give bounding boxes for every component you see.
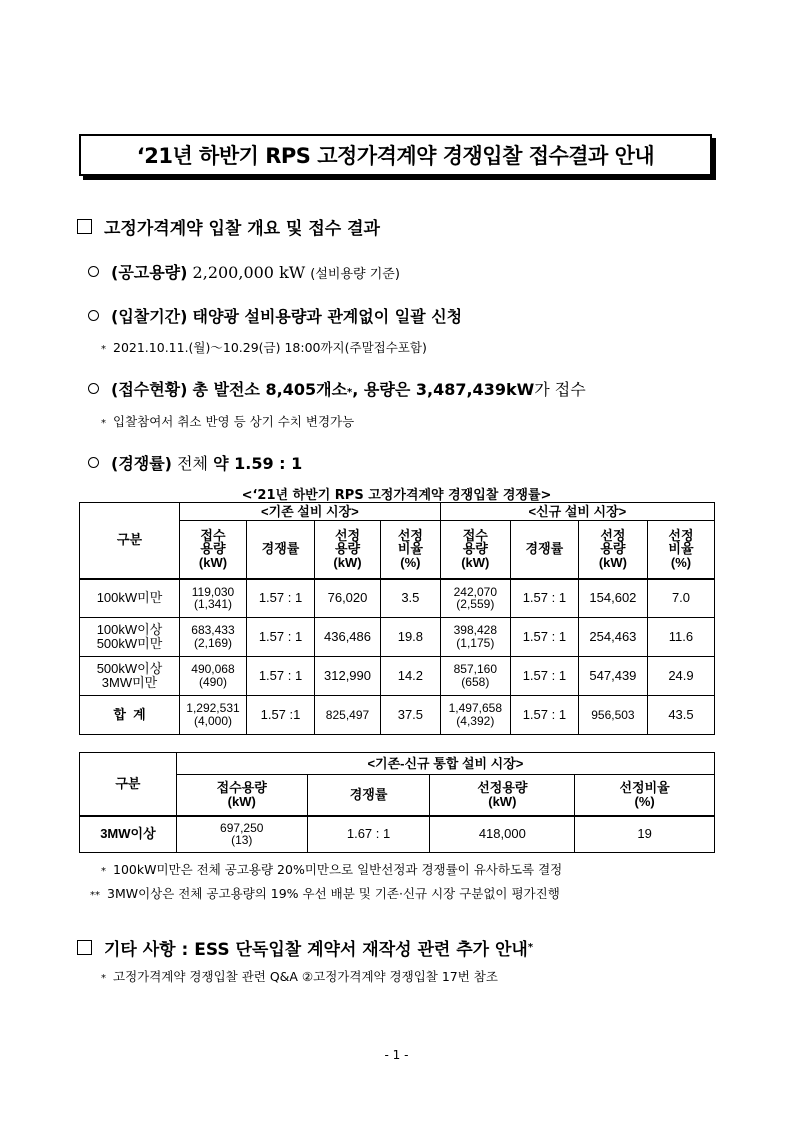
item-period <box>88 304 462 327</box>
item-status-sup: * <box>347 387 353 398</box>
cell-existing-ratio: 3.5 <box>380 579 440 618</box>
cell-existing-ratio: 14.2 <box>380 657 440 696</box>
title-box <box>79 134 712 176</box>
asterisk-icon: * <box>101 418 106 429</box>
cell-existing-selected: 76,020 <box>315 579 381 618</box>
asterisk-icon: * <box>101 866 106 877</box>
item-status-suffix: 가 접수 <box>534 380 586 399</box>
item-status-value-a: 총 발전소 8,405개소 <box>192 380 348 399</box>
asterisk-icon: * <box>101 973 106 984</box>
cell-existing-receipt: 683,433 (2,169) <box>179 618 246 657</box>
table1-col-ratio: 선정 비율 (%) <box>380 521 440 579</box>
cell-selected: 418,000 <box>430 816 575 853</box>
cell-rate: 1.67 : 1 <box>307 816 430 853</box>
cell-existing-receipt: 119,030 (1,341) <box>179 579 246 618</box>
section2-heading <box>77 935 533 960</box>
cell-new-ratio: 7.0 <box>647 579 714 618</box>
square-bullet-icon <box>77 940 92 955</box>
circle-bullet-icon <box>88 310 99 321</box>
row-name: 합 계 <box>80 696 180 735</box>
table1-col-receipt: 접수 용량 (kW) <box>440 521 510 579</box>
table2-col-rate: 경쟁률 <box>307 775 430 816</box>
table-row <box>80 816 715 853</box>
cell-new-receipt: 242,070 (2,559) <box>440 579 510 618</box>
competition-table <box>79 502 715 735</box>
cell-existing-receipt: 490,068 (490) <box>179 657 246 696</box>
table1-caption: <‘21년 하반기 RPS 고정가격계약 경쟁입찰 경쟁률> <box>241 488 552 503</box>
cell-new-rate: 1.57 : 1 <box>510 618 578 657</box>
row-name: 100kW미만 <box>80 579 180 618</box>
cell-new-ratio: 43.5 <box>647 696 714 735</box>
item-rate-value: 약 1.59 : 1 <box>213 454 303 473</box>
item-period-value: 태양광 설비용량과 관계없이 일괄 신청 <box>192 307 463 326</box>
circle-bullet-icon <box>88 266 99 277</box>
table1-col-ratio: 선정 비율 (%) <box>647 521 714 579</box>
table2-corner: 구분 <box>80 753 177 816</box>
cell-new-selected: 547,439 <box>578 657 647 696</box>
circle-bullet-icon <box>88 457 99 468</box>
cell-ratio: 19 <box>575 816 715 853</box>
section1-heading-text: 고정가격계약 입찰 개요 및 접수 결과 <box>104 219 380 239</box>
cell-existing-rate: 1.57 :1 <box>246 696 314 735</box>
item-rate-label: (경쟁률) <box>111 454 172 473</box>
item-status <box>88 377 586 400</box>
section2-note-text: 고정가격계약 경쟁입찰 관련 Q&A ②고정가격계약 경쟁입찰 17번 참조 <box>113 969 498 984</box>
cell-existing-receipt: 1,292,531 (4,000) <box>179 696 246 735</box>
cell-new-selected: 154,602 <box>578 579 647 618</box>
table-row <box>80 618 715 657</box>
cell-existing-rate: 1.57 : 1 <box>246 618 314 657</box>
integrated-market-table <box>79 752 715 853</box>
section2-note <box>101 967 498 985</box>
item-capacity-suffix: (설비용량 기준) <box>310 267 400 282</box>
cell-existing-ratio: 37.5 <box>380 696 440 735</box>
cell-existing-selected: 436,486 <box>315 618 381 657</box>
table2-col-receipt: 접수용량 (kW) <box>176 775 307 816</box>
cell-new-receipt: 398,428 (1,175) <box>440 618 510 657</box>
row-name: 500kW이상 3MW미만 <box>80 657 180 696</box>
square-bullet-icon <box>77 219 92 234</box>
section2-heading-text: 기타 사항 : ESS 단독입찰 계약서 재작성 관련 추가 안내 <box>104 940 528 960</box>
section2-heading-sup: * <box>527 942 534 953</box>
reflect-note-text: 입찰참여서 취소 반영 등 상기 수치 변경가능 <box>113 414 355 429</box>
cell-new-receipt: 1,497,658 (4,392) <box>440 696 510 735</box>
asterisk-icon: * <box>101 344 106 355</box>
cell-existing-selected: 825,497 <box>315 696 381 735</box>
table1-corner: 구분 <box>80 503 180 579</box>
item-status-label: (접수현황) <box>111 380 188 399</box>
item-capacity-value: 2,200,000 kW <box>192 263 306 282</box>
cell-existing-ratio: 19.8 <box>380 618 440 657</box>
period-note <box>101 338 427 356</box>
footnote-1-text: 100kW미만은 전체 공고용량 20%미만으로 일반선정과 경쟁률이 유사하도록 결정 <box>113 862 563 877</box>
item-capacity <box>88 260 400 283</box>
table1-col-rate: 경쟁률 <box>246 521 314 579</box>
item-status-value-b: , 용량은 3,487,439kW <box>352 380 535 399</box>
cell-new-rate: 1.57 : 1 <box>510 696 578 735</box>
item-rate <box>88 451 302 474</box>
cell-existing-rate: 1.57 : 1 <box>246 657 314 696</box>
table-row <box>80 579 715 618</box>
cell-receipt: 697,250 (13) <box>176 816 307 853</box>
item-capacity-label: (공고용량) <box>111 263 188 282</box>
footnote-1 <box>101 860 562 878</box>
cell-new-selected: 254,463 <box>578 618 647 657</box>
section1-heading <box>77 214 380 239</box>
cell-new-receipt: 857,160 (658) <box>440 657 510 696</box>
table1-col-selected: 선정 용량 (kW) <box>315 521 381 579</box>
table-row <box>80 657 715 696</box>
circle-bullet-icon <box>88 383 99 394</box>
item-period-label: (입찰기간) <box>111 307 188 326</box>
footnote-2 <box>90 884 560 902</box>
page-title: ‘21년 하반기 RPS 고정가격계약 경쟁입찰 접수결과 안내 <box>136 144 655 168</box>
cell-existing-rate: 1.57 : 1 <box>246 579 314 618</box>
table1-group-existing: <기존 설비 시장> <box>179 503 440 521</box>
table1-group-new: <신규 설비 시장> <box>440 503 714 521</box>
cell-existing-selected: 312,990 <box>315 657 381 696</box>
table-row-total <box>80 696 715 735</box>
cell-new-ratio: 11.6 <box>647 618 714 657</box>
reflect-note <box>101 412 354 430</box>
double-asterisk-icon: ** <box>90 890 100 901</box>
table1-col-rate: 경쟁률 <box>510 521 578 579</box>
table2-col-selected: 선정용량 (kW) <box>430 775 575 816</box>
cell-new-rate: 1.57 : 1 <box>510 579 578 618</box>
cell-new-selected: 956,503 <box>578 696 647 735</box>
period-note-text: 2021.10.11.(월)～10.29(금) 18:00까지(주말접수포함) <box>113 340 427 355</box>
row-name: 100kW이상 500kW미만 <box>80 618 180 657</box>
page-number: - 1 - <box>384 1048 409 1062</box>
table1-col-receipt: 접수 용량 (kW) <box>179 521 246 579</box>
footnote-2-text: 3MW이상은 전체 공고용량의 19% 우선 배분 및 기존·신규 시장 구분없이 평가진행 <box>107 886 560 901</box>
cell-new-rate: 1.57 : 1 <box>510 657 578 696</box>
table1-col-selected: 선정 용량 (kW) <box>578 521 647 579</box>
row-name: 3MW이상 <box>80 816 177 853</box>
item-rate-prefix: 전체 <box>177 454 209 473</box>
table2-group: <기존-신규 통합 설비 시장> <box>176 753 714 775</box>
table2-col-ratio: 선정비율 (%) <box>575 775 715 816</box>
cell-new-ratio: 24.9 <box>647 657 714 696</box>
